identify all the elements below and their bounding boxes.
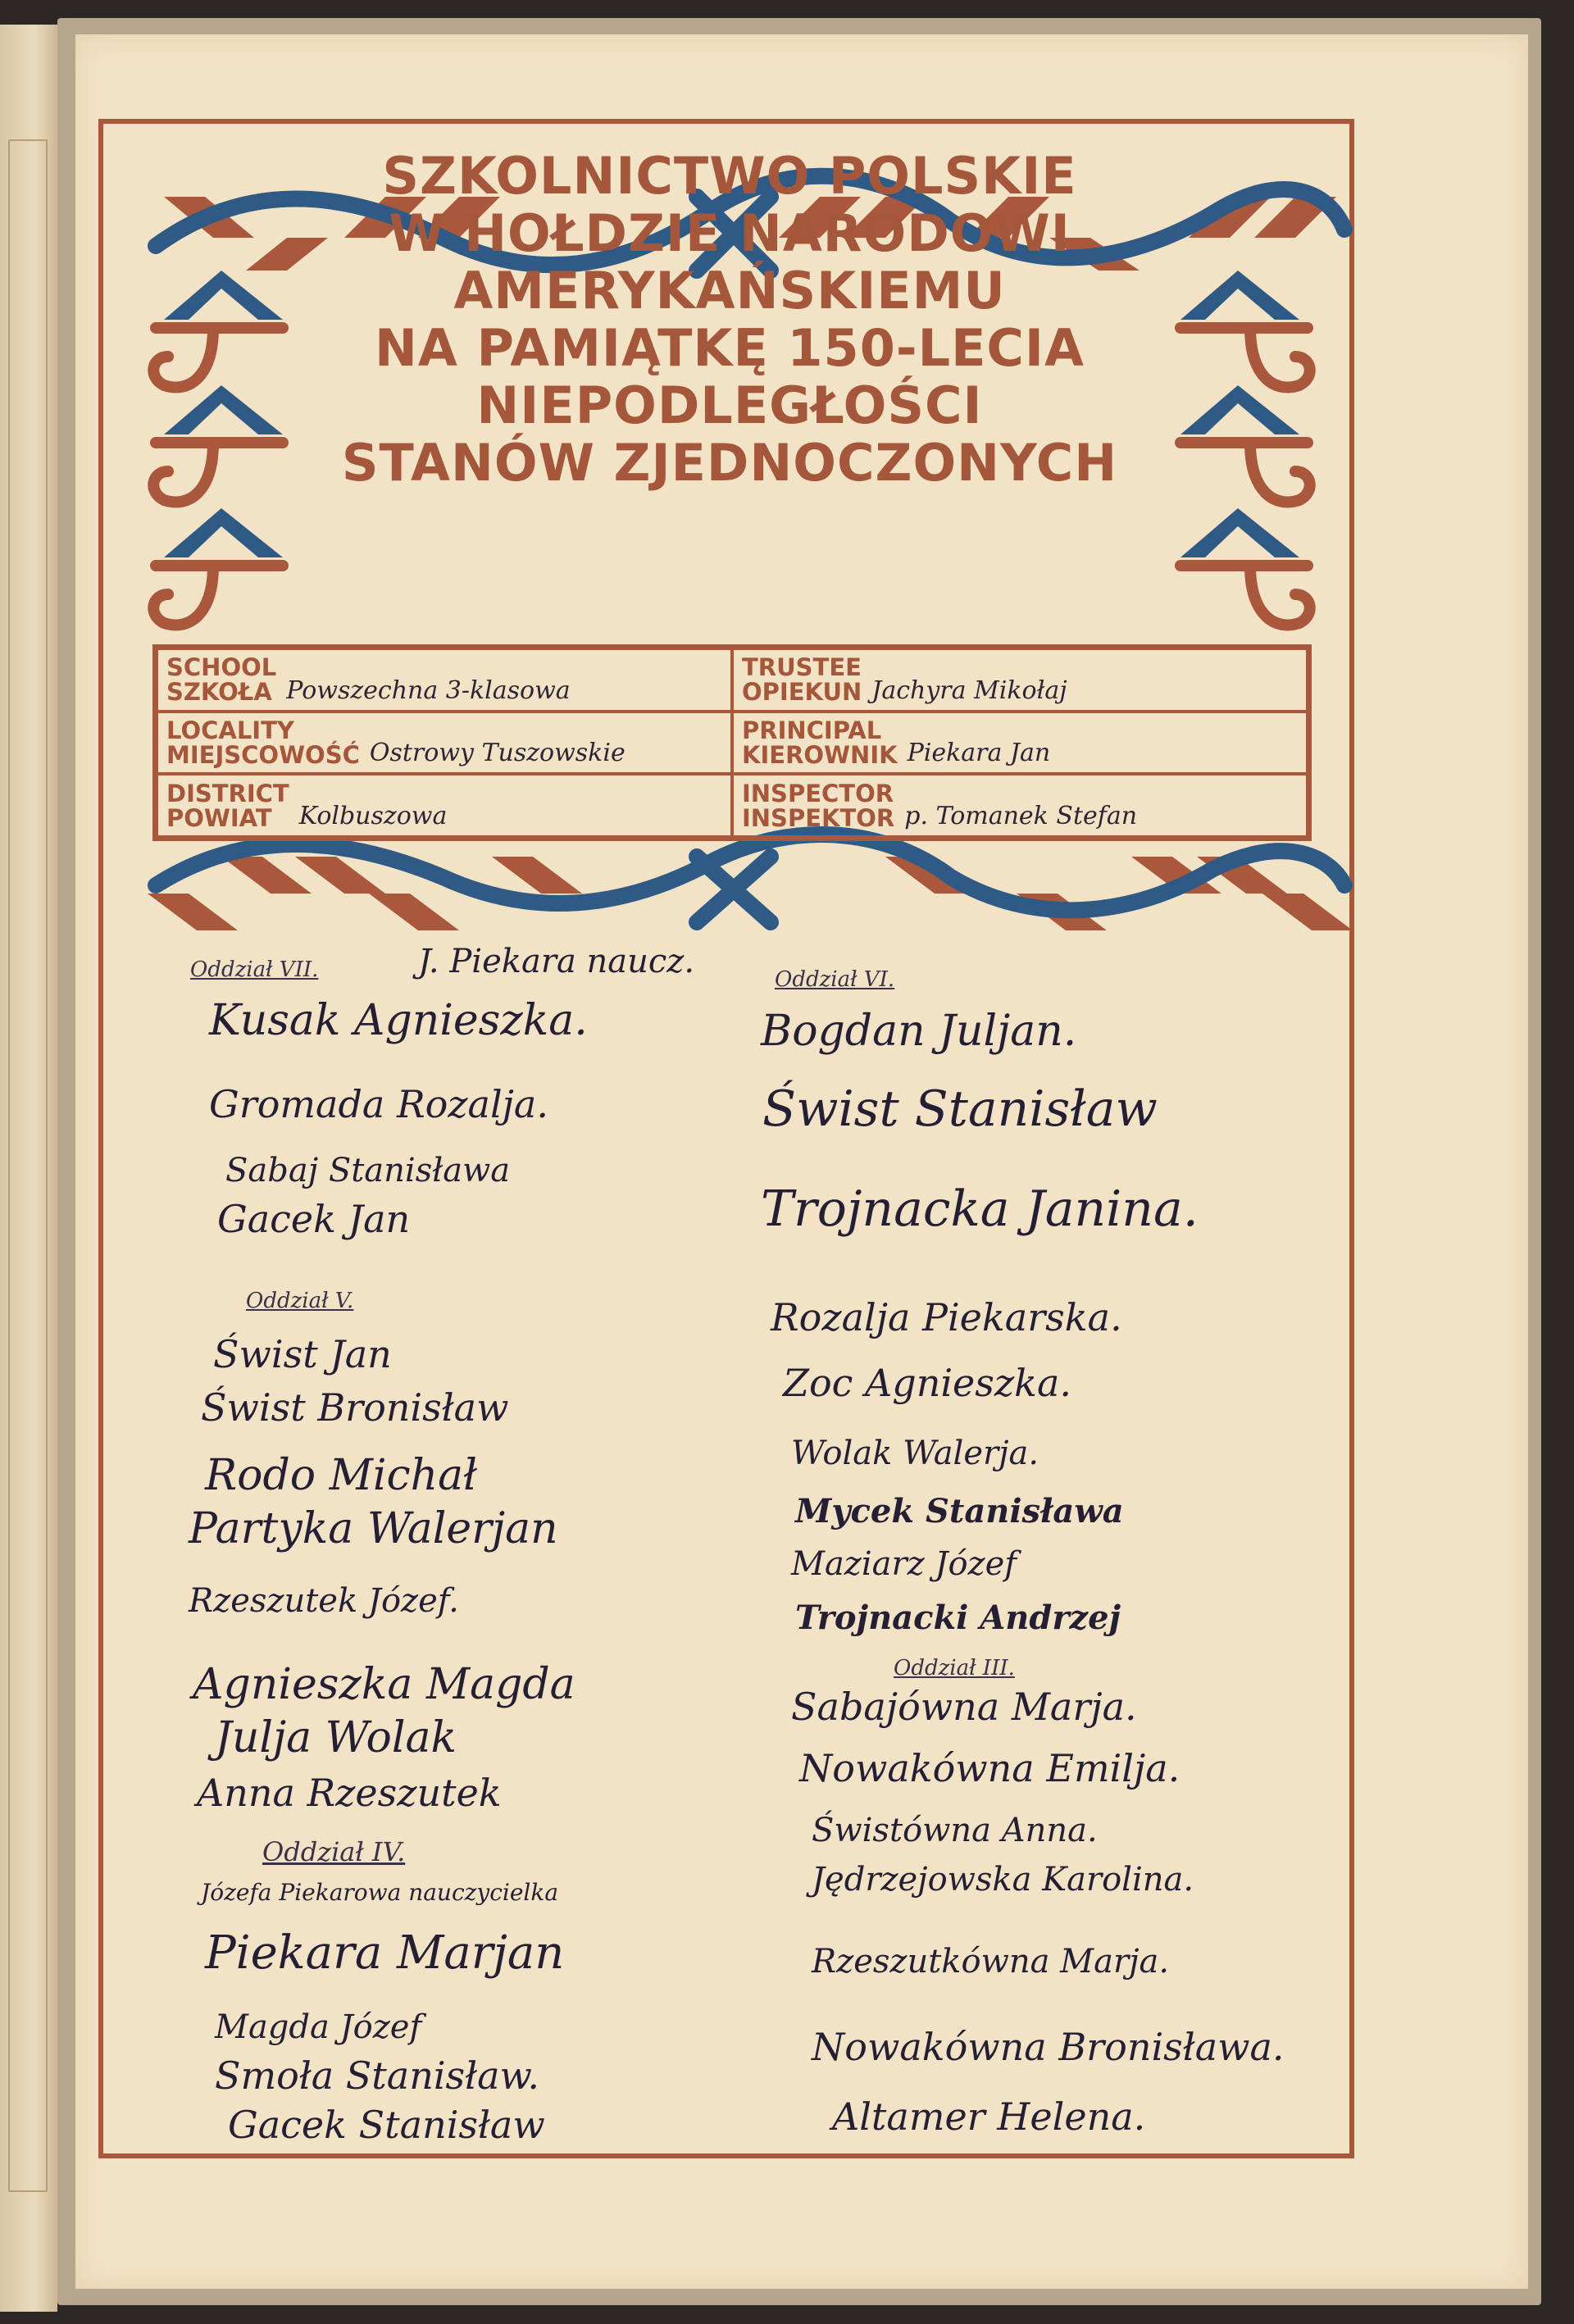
trustee-value: Jachyra Mikołaj [871,675,1067,705]
pupil-name: Nowakówna Emilja. [799,1746,1180,1790]
pupil-name: Bogdan Juljan. [761,1007,1077,1056]
pupil-name: Zoc Agnieszka. [783,1361,1072,1405]
pupil-name: Świst Jan [213,1332,392,1376]
trustee-cell [732,648,1308,712]
pupil-name: Świstówna Anna. [812,1812,1098,1849]
pupil-name: Gacek Stanisław [228,2103,545,2147]
principal-label: PRINCIPAL KIEROWNIK [742,716,898,769]
school-info-table [152,644,1312,841]
page-title [197,148,1262,492]
pupil-name: Rzeszutek Józef. [189,1582,459,1620]
title-line: W HOŁDZIE NARODOWI [389,203,1071,263]
section-heading: Oddział III. [894,1656,1015,1680]
principal-value: Piekara Jan [907,739,1051,768]
inspector-label: INSPECTOR INSPEKTOR [742,779,895,832]
teacher-name: J. Piekara naucz. [418,943,695,980]
pupil-name: Altamer Helena. [832,2094,1146,2139]
pupil-name: Świst Bronisław [201,1385,509,1430]
pupil-name: Rodo Michał [205,1451,477,1500]
section-heading: Oddział VI. [775,967,895,992]
school-value: Powszechna 3-klasowa [286,675,571,705]
pupil-name: Julja Wolak [215,1713,457,1762]
pupil-name: Trojnacki Andrzej [795,1599,1121,1637]
district-cell [157,774,732,837]
locality-cell [157,712,732,775]
teacher-name: Józefa Piekarowa nauczycielka [201,1879,559,1906]
pupil-name: Maziarz Józef [791,1545,1017,1583]
pupil-name: Kusak Agnieszka. [209,996,588,1045]
section-heading: Oddział IV. [262,1836,406,1867]
pupil-name: Rozalja Piekarska. [771,1295,1122,1339]
pupil-name: Smoła Stanisław. [215,2053,540,2098]
pupil-name: Świst Stanisław [762,1080,1158,1138]
pupil-name: Partyka Walerjan [189,1504,558,1553]
title-line: NA PAMIĄTKĘ 150-LECIA [375,318,1085,378]
pupil-name: Wolak Walerja. [791,1435,1039,1472]
pupil-name: Gromada Rozalja. [209,1082,548,1126]
pupil-name: Gacek Jan [217,1197,411,1241]
pupil-name: Trojnacka Janina. [761,1180,1199,1238]
pupil-name: Magda Józef [215,2008,422,2046]
title-line: AMERYKAŃSKIEMU [453,261,1006,321]
locality-label: LOCALITY MIEJSCOWOŚĆ [166,716,360,769]
principal-cell [732,712,1308,775]
title-line: SZKOLNICTWO POLSKIE [382,146,1077,206]
school-label: SCHOOL SZKOŁA [166,653,277,707]
pupil-name: Nowakówna Bronisława. [812,2025,1285,2069]
pupil-name: Sabaj Stanisława [225,1152,511,1189]
locality-value: Ostrowy Tuszowskie [369,739,626,768]
inspector-value: p. Tomanek Stefan [904,802,1138,831]
pupil-name: Anna Rzeszutek [197,1771,502,1815]
district-label: DISTRICT POWIAT [166,779,289,832]
pupil-name: Sabajówna Marja. [791,1685,1137,1729]
school-cell [157,648,732,712]
trustee-label: TRUSTEE OPIEKUN [742,653,862,707]
pupil-name: Jędrzejowska Karolina. [812,1861,1194,1899]
title-line: NIEPODLEGŁOŚCI [476,375,983,435]
district-value: Kolbuszowa [298,802,448,831]
section-heading: Oddział V. [246,1289,354,1313]
pupil-name: Agnieszka Magda [193,1660,575,1709]
section-heading: Oddział VII. [190,957,319,982]
pupil-name: Piekara Marjan [205,1926,565,1980]
pupil-name: Rzeszutkówna Marja. [812,1943,1170,1981]
title-line: STANÓW ZJEDNOCZONYCH [341,433,1118,493]
pupil-name: Mycek Stanisława [795,1492,1124,1530]
inspector-cell [732,774,1308,837]
